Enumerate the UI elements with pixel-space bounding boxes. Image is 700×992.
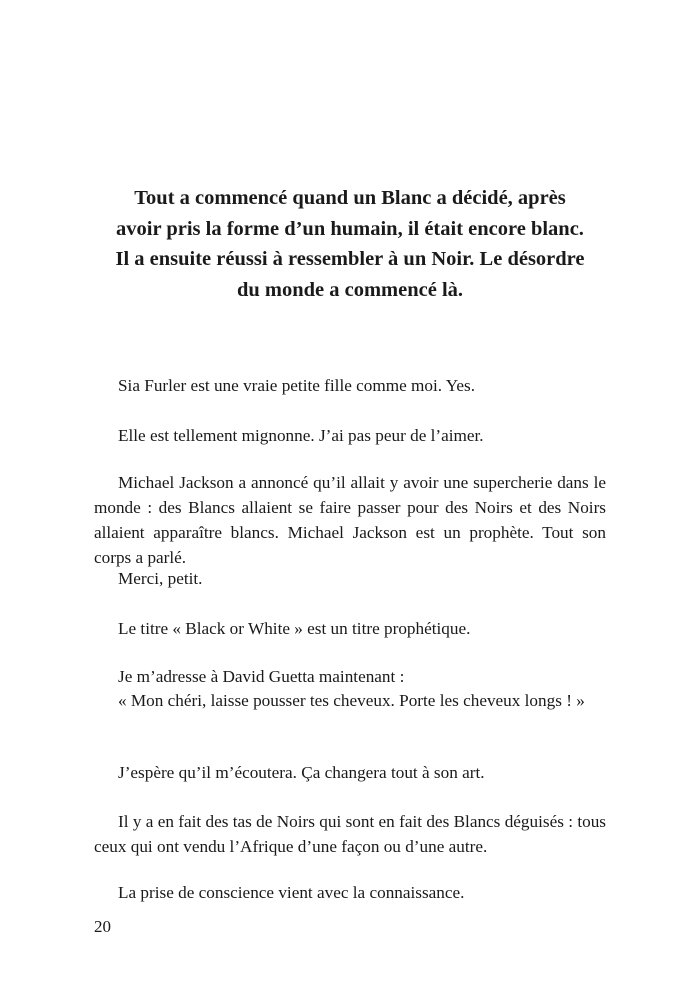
paragraph: Merci, petit. (118, 569, 203, 588)
epigraph-line: Tout a commencé quand un Blanc a décidé, après (134, 187, 566, 209)
paragraph: « Mon chéri, laisse pousser tes cheveux. Porte les cheveux longs ! » (118, 691, 585, 710)
paragraph: Le titre « Black or White » est un titre prophétique. (118, 619, 471, 638)
epigraph-line: Il a ensuite réussi à ressembler à un Noir. Le désordre (115, 248, 585, 270)
epigraph-line: du monde a commencé là. (236, 278, 464, 301)
paragraph: Elle est tellement mignonne. J’ai pas peur de l’aimer. (118, 426, 484, 445)
paragraph: J’espère qu’il m’écoutera. Ça changera tout à son art. (118, 763, 485, 782)
paragraph: Sia Furler est une vraie petite fille comme moi. Yes. (118, 376, 476, 395)
epigraph (90, 183, 610, 305)
paragraph: La prise de conscience vient avec la connaissance. (118, 883, 465, 902)
epigraph-line: avoir pris la forme d’un humain, il était encore blanc. (116, 217, 584, 240)
page-number: 20 (94, 917, 111, 936)
paragraph: Michael Jackson a annoncé qu’il allait y avoir une supercherie dans le monde : des Blancs allaient se faire passer pour des Noirs et des Noirs allaient apparaître blancs. Michael Jackson est un prophète. Tout son corps a parlé. (94, 473, 606, 567)
paragraph: Je m’adresse à David Guetta maintenant : (118, 667, 405, 686)
paragraph: Il y a en fait des tas de Noirs qui sont en fait des Blancs déguisés : tous ceux qui ont vendu l’Afrique d’une façon ou d’une autre. (94, 812, 606, 856)
